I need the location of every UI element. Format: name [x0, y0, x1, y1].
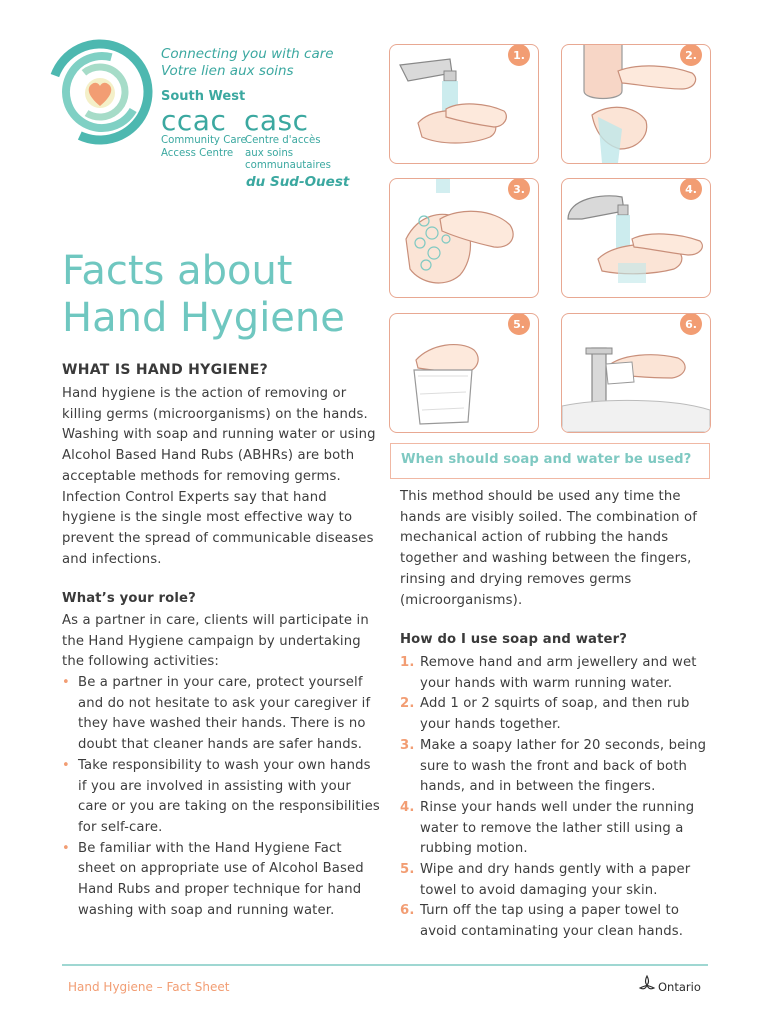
step-badge: 3.: [508, 178, 530, 200]
footer-label: Hand Hygiene – Fact Sheet: [68, 980, 230, 994]
list-item: 3. Make a soapy lather for 20 seconds, being sure to wash the front and back of both hands, and in between the fingers.: [400, 737, 707, 795]
organization-name-english: Community Care Access Centre: [161, 135, 247, 159]
role-heading: What’s your role?: [62, 591, 196, 606]
list-item: • Be familiar with the Hand Hygiene Fact sheet on appropriate use of Alcohol Based Hand Rubs and proper technique for hand washing with soap and running water.: [62, 840, 364, 918]
step-6-panel: [561, 313, 711, 433]
list-item: 5. Wipe and dry hands gently with a paper towel to avoid damaging your skin.: [400, 862, 691, 898]
how-heading: How do I use soap and water?: [400, 632, 628, 647]
list-item: • Be a partner in your care, protect yourself and do not hesitate to ask your caregiver if they have washed their hands. There is no doubt that cleaner hands are safer hands.: [62, 675, 371, 753]
answer-paragraph: This method should be used any time the hands are visibly soiled. The combination of mechanical action of rubbing the hands together and washing between the fingers, rinsing and drying removes germs (microorganisms).: [400, 489, 698, 608]
step-badge: 4.: [680, 178, 702, 200]
list-item: 1. Remove hand and arm jewellery and wet your hands with warm running water.: [400, 655, 697, 691]
list-item: 6. Turn off the tap using a paper towel to avoid contaminating your clean hands.: [400, 903, 684, 940]
region-label: South West: [161, 89, 246, 104]
trillium-icon: [638, 974, 656, 994]
title-line-1: Facts about: [62, 248, 293, 294]
question-box: [390, 443, 710, 479]
step-badge: 6.: [680, 313, 702, 335]
step-3-panel: [389, 178, 539, 298]
list-item: 2. Add 1 or 2 squirts of soap, and then rub your hands together.: [400, 696, 690, 733]
step-badge: 1.: [508, 44, 530, 66]
list-item: • Take responsibility to wash your own hands if you are involved in assisting with your care or you are taking on the responsibilities for self-care.: [62, 757, 380, 835]
step-2-panel: [561, 44, 711, 164]
list-item: 4. Rinse your hands well under the running water to remove the lather still using a rubbing motion.: [400, 799, 695, 857]
bullet-icon: •: [62, 675, 70, 690]
title-line-2: Hand Hygiene: [62, 295, 345, 341]
bullet-icon: •: [62, 840, 70, 856]
organization-name-french: Centre d'accès aux soins communautaires: [245, 135, 331, 171]
step-5-panel: [389, 313, 539, 433]
section-heading: WHAT IS HAND HYGIENE?: [62, 362, 269, 378]
step-4-panel: [561, 178, 711, 298]
ontario-wordmark: Ontario: [658, 980, 701, 994]
step-1-panel: [389, 44, 539, 164]
acronym-english: ccac: [161, 104, 227, 137]
bullet-icon: •: [62, 757, 70, 773]
tagline-french: Votre lien aux soins: [161, 63, 294, 79]
region-label-french: du Sud-Ouest: [246, 174, 350, 190]
step-badge: 2.: [680, 44, 702, 66]
ccac-logo-mark: [48, 38, 156, 146]
ontario-logo: [638, 974, 701, 994]
tagline-english: Connecting you with care: [161, 46, 334, 62]
step-badge: 5.: [508, 313, 530, 335]
question-heading: When should soap and water be used?: [401, 452, 692, 467]
acronym-french: casc: [244, 104, 309, 137]
role-list: [62, 673, 380, 921]
role-intro: As a partner in care, clients will participate in the Hand Hygiene campaign by undertaking the following activities:: [62, 613, 369, 670]
steps-list: [400, 653, 710, 943]
page-title: [62, 248, 345, 342]
footer-divider: [62, 964, 708, 966]
intro-paragraph: Hand hygiene is the action of removing or killing germs (microorganisms) on the hands. Washing with soap and running water or using Alcohol Based Hand Rubs (ABHRs) are both acceptable methods for removing germs. Infection Control Experts say that hand hygiene is the single most effective way to prevent the spread of communicable diseases and infections.: [62, 386, 376, 567]
